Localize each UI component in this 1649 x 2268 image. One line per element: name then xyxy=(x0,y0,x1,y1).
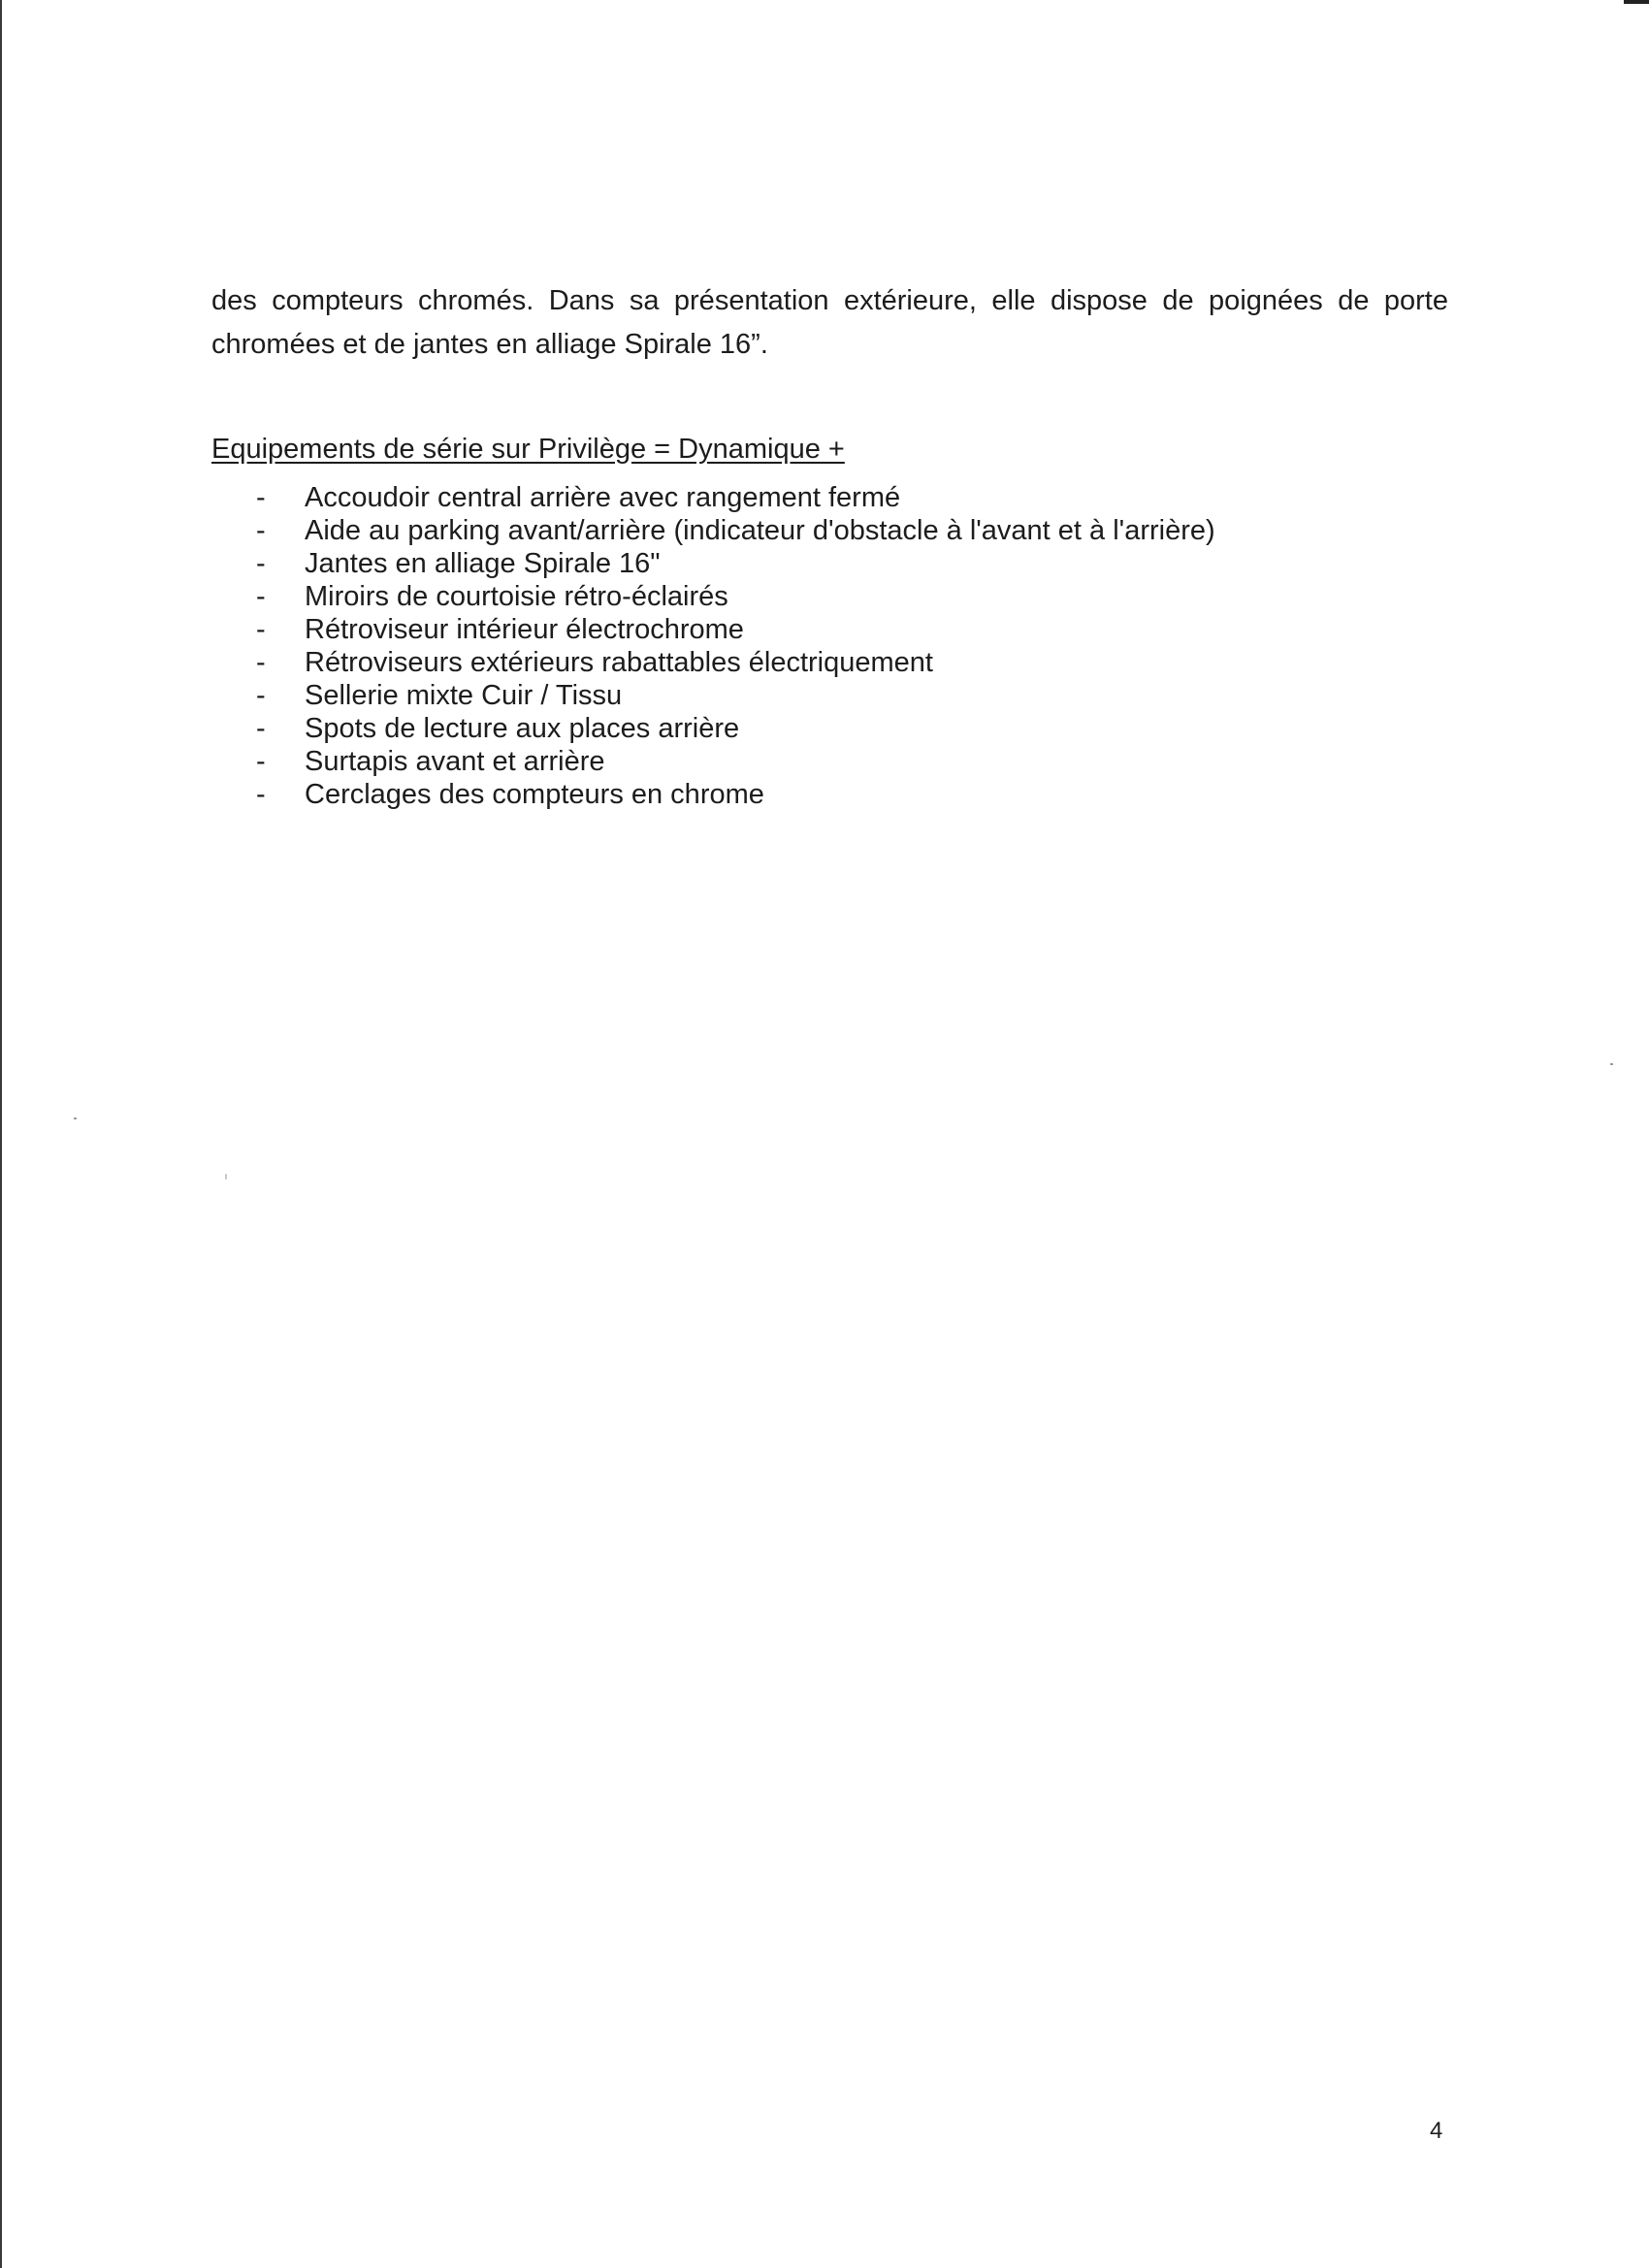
bullet-dash: - xyxy=(256,482,266,513)
list-item xyxy=(211,778,1215,811)
bullet-dash: - xyxy=(256,647,266,678)
list-item xyxy=(211,613,1215,646)
bullet-dash: - xyxy=(256,746,266,777)
list-item xyxy=(211,712,1215,745)
bullet-dash: - xyxy=(256,680,266,711)
list-item-text: Accoudoir central arrière avec rangement fermé xyxy=(305,482,901,513)
bullet-dash: - xyxy=(256,614,266,645)
intro-line-2: chromées et de jantes en alliage Spirale 16”. xyxy=(211,329,768,360)
list-item xyxy=(211,580,1215,613)
list-item-text: Rétroviseurs extérieurs rabattables électriquement xyxy=(305,647,933,678)
list-item xyxy=(211,481,1215,514)
bullet-dash: - xyxy=(256,548,266,579)
list-item xyxy=(211,646,1215,679)
intro-line-1: des compteurs chromés. Dans sa présentation extérieure, elle dispose de poignées de porte xyxy=(211,285,1448,316)
intro-paragraph xyxy=(211,279,1448,367)
list-item xyxy=(211,745,1215,778)
list-item-text: Sellerie mixte Cuir / Tissu xyxy=(305,680,623,711)
equipment-list xyxy=(211,481,1215,811)
scan-speck xyxy=(225,1174,227,1180)
list-item-text: Surtapis avant et arrière xyxy=(305,746,605,777)
section-heading: Equipements de série sur Privilège = Dynamique + xyxy=(211,434,845,465)
page-number: 4 xyxy=(1430,2118,1443,2144)
list-item-text: Jantes en alliage Spirale 16" xyxy=(305,548,661,579)
list-item-text: Spots de lecture aux places arrière xyxy=(305,713,740,744)
list-item xyxy=(211,547,1215,580)
list-item-text: Miroirs de courtoisie rétro-éclairés xyxy=(305,581,728,612)
scan-corner-mark xyxy=(1624,0,1649,4)
bullet-dash: - xyxy=(256,713,266,744)
list-item xyxy=(211,514,1215,547)
bullet-dash: - xyxy=(256,515,266,546)
scan-speck xyxy=(1610,1063,1613,1065)
list-item-text: Rétroviseur intérieur électrochrome xyxy=(305,614,744,645)
list-item xyxy=(211,679,1215,712)
bullet-dash: - xyxy=(256,779,266,810)
list-item-text: Cerclages des compteurs en chrome xyxy=(305,779,764,810)
scan-edge-line xyxy=(0,0,2,2268)
bullet-dash: - xyxy=(256,581,266,612)
list-item-text: Aide au parking avant/arrière (indicateur d'obstacle à l'avant et à l'arrière) xyxy=(305,515,1215,546)
scan-speck xyxy=(74,1118,77,1119)
